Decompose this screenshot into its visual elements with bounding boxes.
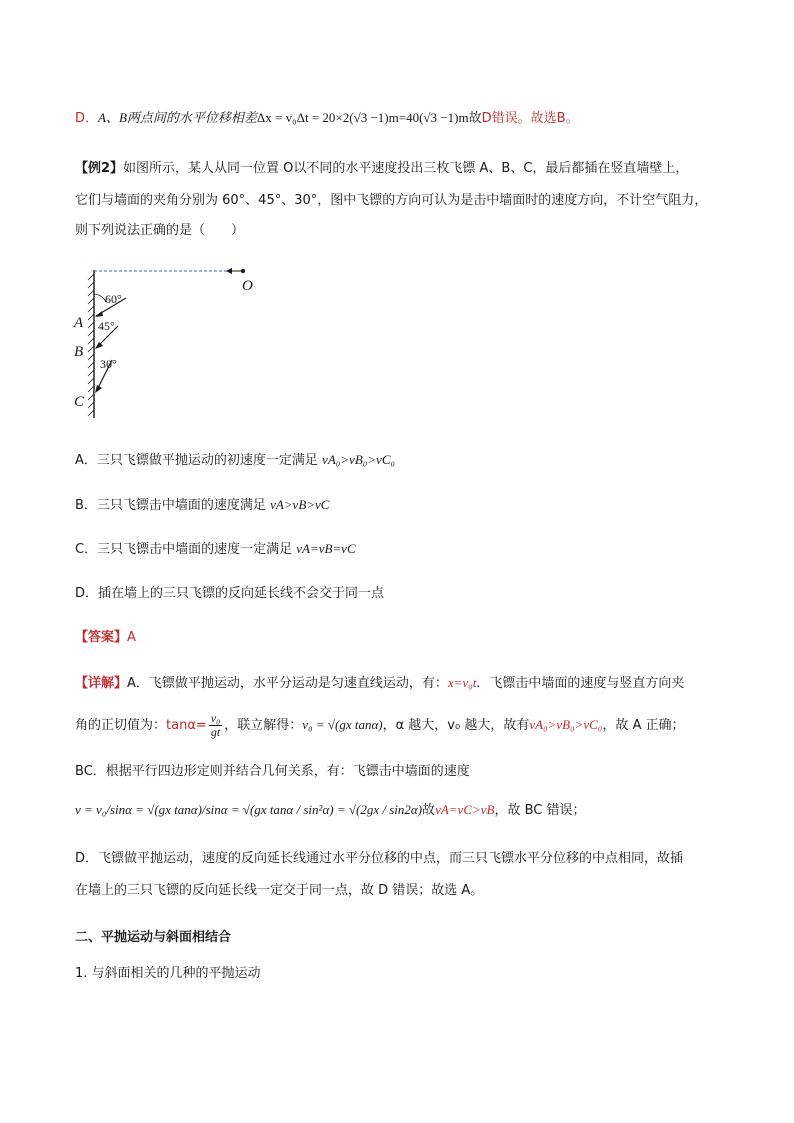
detail-d-line-2 bbox=[75, 882, 483, 900]
detail-text: ．飞镖击中墙面的速度与竖直方向夹 bbox=[476, 676, 685, 691]
option-d bbox=[75, 585, 384, 603]
prev-solution-d bbox=[75, 109, 579, 128]
option-math: vA₀>vB₀>vC₀ bbox=[322, 452, 396, 467]
example-text: 则下列说法正确的是（ ） bbox=[75, 223, 245, 238]
d-letter: D bbox=[481, 111, 492, 126]
answer-line bbox=[75, 629, 136, 647]
example-line-1 bbox=[75, 160, 688, 178]
detail-text: 故 bbox=[422, 803, 436, 818]
section-heading: 二、平抛运动与斜面相结合 bbox=[75, 930, 232, 945]
wall-hatching bbox=[88, 274, 94, 416]
angle-b-label: 45° bbox=[98, 319, 115, 333]
option-b bbox=[75, 496, 329, 515]
detail-eq: x=v₀t bbox=[447, 675, 477, 690]
label-c: C bbox=[74, 394, 85, 410]
angle-c-label: 30° bbox=[100, 357, 117, 371]
text: 。 bbox=[565, 111, 579, 126]
detail-text: ，故 A 正确； bbox=[602, 718, 685, 733]
dart-c-head bbox=[95, 385, 102, 393]
frac-numerator: v₀ bbox=[210, 711, 221, 725]
detail-text: A．飞镖做平抛运动，水平分运动是匀速直线运动，有： bbox=[127, 676, 448, 691]
example-text: 它们与墙面的夹角分别为 60°、45°、30°，图中飞镖的方向可认为是击中墙面时的速度方向，不计空气阻力， bbox=[75, 193, 708, 208]
example-tag: 【例2】 bbox=[75, 161, 124, 176]
option-label: D． bbox=[75, 111, 99, 126]
detail-line-2 bbox=[75, 707, 685, 744]
launch-arrow-head bbox=[226, 268, 232, 274]
detail-d-line-1 bbox=[75, 850, 683, 868]
text: 故 bbox=[468, 111, 482, 126]
example-text: 如图所示，某人从同一位置 O以不同的水平速度投出三枚飞镖 A、B、C，最后都插在竖直墙壁上， bbox=[123, 161, 689, 176]
example-line-2 bbox=[75, 192, 707, 210]
option-math: vA>vB>vC bbox=[270, 497, 330, 512]
option-text: 插在墙上的三只飞镖的反向延长线不会交于同一点 bbox=[98, 586, 385, 601]
option-label: B． bbox=[75, 498, 97, 513]
option-label: A． bbox=[75, 453, 97, 468]
detail-text: D．飞镖做平抛运动，速度的反向延长线通过水平分位移的中点，而三只飞镖水平分位移的中点相同，故插 bbox=[75, 851, 684, 866]
text: A、B两点间的水平位移相差 bbox=[98, 110, 257, 125]
section-subheading: 1. 与斜面相关的几种的平抛运动 bbox=[75, 966, 261, 981]
text: 错误。故选 bbox=[491, 111, 557, 126]
angle-a-label: 60° bbox=[105, 292, 122, 306]
detail-bc-line-1 bbox=[75, 763, 470, 781]
option-text: 三只飞镖击中墙面的速度满足 bbox=[96, 498, 271, 513]
answer-value: A bbox=[127, 630, 136, 645]
option-text: 三只飞镖击中墙面的速度一定满足 bbox=[97, 542, 297, 557]
detail-text: ，联立解得： bbox=[224, 718, 303, 733]
example-line-3 bbox=[75, 222, 244, 240]
detail-text: BC．根据平行四边形定则并结合几何关系，有：飞镖击中墙面的速度 bbox=[75, 764, 470, 779]
detail-eq: vA=vC>vB bbox=[435, 802, 495, 817]
label-o: O bbox=[242, 278, 253, 294]
option-label: D． bbox=[75, 586, 99, 601]
frac-denominator: gt bbox=[210, 725, 221, 739]
option-math: vA=vB=vC bbox=[296, 541, 356, 556]
detail-line-1 bbox=[75, 674, 684, 693]
label-b: B bbox=[74, 344, 84, 360]
detail-text: ，α 越大，v₀ 越大，故有 bbox=[382, 718, 530, 733]
dart-a-head bbox=[95, 311, 103, 317]
label-a: A bbox=[74, 315, 84, 331]
tan-label: tanα= bbox=[166, 718, 207, 733]
detail-tag: 【详解】 bbox=[75, 676, 128, 691]
option-text: 三只飞镖做平抛运动的初速度一定满足 bbox=[96, 453, 323, 468]
formula: Δx = v₀Δt = 20×2(√3 −1)m=40(√3 −1)m bbox=[256, 110, 469, 125]
option-c bbox=[75, 540, 356, 559]
v0-formula: v₀ = √(gx tanα) bbox=[302, 717, 383, 732]
detail-eq: vA₀>vB₀>vC₀ bbox=[529, 717, 603, 732]
option-a bbox=[75, 451, 395, 470]
dart-b-head bbox=[95, 342, 103, 349]
answer-tag: 【答案】 bbox=[75, 630, 128, 645]
detail-text: 角的正切值为： bbox=[75, 718, 167, 733]
tan-fraction bbox=[209, 712, 223, 739]
detail-text: ，故 BC 错误； bbox=[494, 803, 586, 818]
b-letter: B bbox=[556, 111, 566, 126]
dart-diagram bbox=[70, 262, 270, 422]
option-label: C． bbox=[75, 542, 98, 557]
detail-bc-line-2 bbox=[75, 795, 586, 826]
bc-formula: v = v₀/sinα = √(gx tanα)/sinα = √(gx tanα / sin²α) = √(2gx / sin2α) bbox=[75, 802, 423, 817]
detail-text: 在墙上的三只飞镖的反向延长线一定交于同一点，故 D 错误；故选 A。 bbox=[75, 883, 484, 898]
